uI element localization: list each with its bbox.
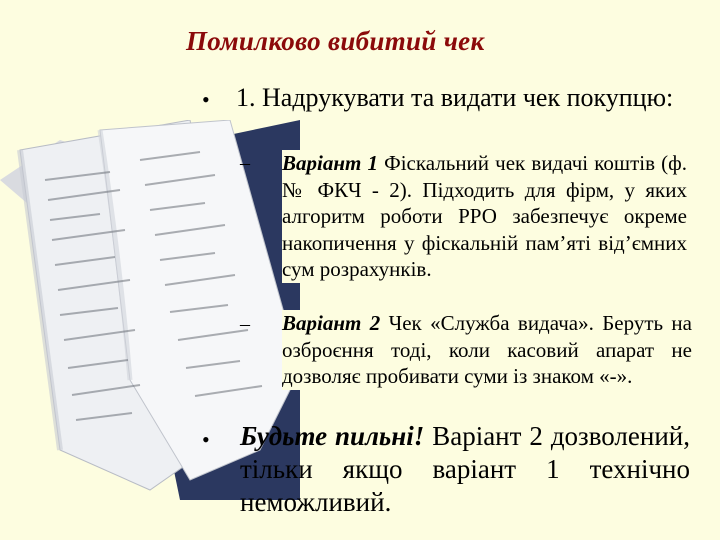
bullet-1: • xyxy=(202,87,210,112)
variant-2-prefix: Чек « xyxy=(380,311,441,335)
variant-1-content: Фіскальний чек видачі коштів (ф. № ФКЧ - 2). Підходить для фірм, у яких алгоритм роботи РРО забезпечує окреме накопичення у фіскальній пам’яті від’ємних сум розрахунків. xyxy=(282,151,687,281)
dash-2: – xyxy=(240,313,250,335)
dash-1: – xyxy=(240,152,250,174)
variant-2-content: Беруть на озброєння тоді, коли касовий апарат не дозволяє пробивати суми із знаком «-». xyxy=(282,311,692,388)
warning-label: Будьте пильні! xyxy=(240,421,425,451)
item-1-text xyxy=(236,82,690,113)
item-2-text xyxy=(240,420,690,519)
variant-1-text xyxy=(282,150,687,283)
bullet-2: • xyxy=(202,427,210,452)
item-1-content: 1. Надрукувати та видати чек покупцю: xyxy=(236,83,674,112)
variant-2-label: Варіант 2 xyxy=(282,311,381,335)
item-2-content: Варіант 2 дозволений, тільки якщо варіант 1 технічно неможливий. xyxy=(240,421,690,517)
variant-2-doc-name: Служба видача xyxy=(440,311,579,335)
variant-2-text xyxy=(282,310,692,390)
variant-2-mid: ». xyxy=(578,311,603,335)
variant-1-label: Варіант 1 xyxy=(282,151,378,175)
slide-title: Помилково вибитий чек xyxy=(186,26,485,56)
